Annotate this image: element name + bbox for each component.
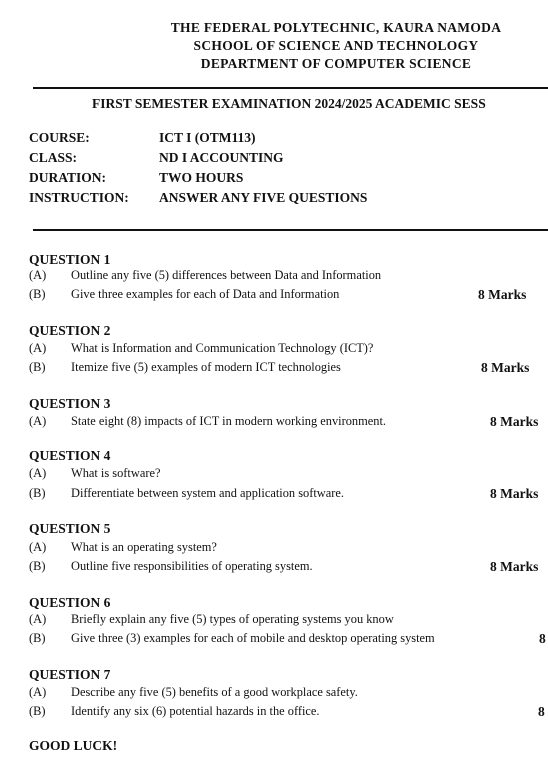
- instruction-label: INSTRUCTION:: [29, 190, 129, 205]
- question-2-marks: 8 Marks: [481, 360, 530, 375]
- duration-row: [29, 170, 243, 186]
- instruction-row: [29, 190, 367, 206]
- institution-name: THE FEDERAL POLYTECHNIC, KAURA NAMODA: [170, 20, 502, 35]
- question-6-item-a: (A) Briefly explain any five (5) types of operating systems you know: [29, 612, 394, 626]
- question-2-title: QUESTION 2: [29, 323, 111, 338]
- question-1-marks: 8 Marks: [478, 287, 527, 302]
- course-row: [29, 130, 256, 146]
- question-1-item-a: (A) Outline any five (5) differences between Data and Information: [29, 268, 382, 282]
- course-label: COURSE:: [29, 130, 90, 145]
- question-5-title: QUESTION 5: [29, 521, 111, 536]
- question-2-item-a: (A) What is Information and Communication Technology (ICT)?: [29, 341, 374, 355]
- instruction-value: ANSWER ANY FIVE QUESTIONS: [159, 190, 368, 205]
- question-6-item-b: (B) Give three (3) examples for each of mobile and desktop operating system: [29, 631, 435, 645]
- question-5-item-a: (A) What is an operating system?: [29, 540, 217, 554]
- question-1-title: QUESTION 1: [29, 252, 111, 267]
- header-divider: [33, 87, 548, 89]
- question-3-marks: 8 Marks: [490, 414, 539, 429]
- closing-text: GOOD LUCK!: [29, 738, 118, 753]
- question-5-item-b: (B) Outline five responsibilities of operating system.: [29, 559, 313, 573]
- exam-title: FIRST SEMESTER EXAMINATION 2024/2025 ACADEMIC SESS: [92, 96, 486, 111]
- question-7-item-a: (A) Describe any five (5) benefits of a good workplace safety.: [29, 685, 358, 699]
- duration-label: DURATION:: [29, 170, 106, 185]
- course-value: ICT I (OTM113): [159, 130, 256, 145]
- question-4-title: QUESTION 4: [29, 448, 111, 463]
- question-7-item-b: (B) Identify any six (6) potential hazards in the office.: [29, 704, 320, 718]
- question-4-item-a: (A) What is software?: [29, 466, 161, 480]
- question-6-marks: 8: [539, 631, 546, 646]
- class-label: CLASS:: [29, 150, 78, 165]
- question-4-item-b: (B) Differentiate between system and application software.: [29, 486, 344, 500]
- question-3-item-a: (A) State eight (8) impacts of ICT in modern working environment.: [29, 414, 386, 428]
- question-7-title: QUESTION 7: [29, 667, 111, 682]
- question-6-title: QUESTION 6: [29, 595, 111, 610]
- class-row: [29, 150, 284, 166]
- question-4-marks: 8 Marks: [490, 486, 539, 501]
- question-1-item-b: (B) Give three examples for each of Data and Information: [29, 287, 340, 301]
- question-5-marks: 8 Marks: [490, 559, 539, 574]
- question-2-item-b: (B) Itemize five (5) examples of modern ICT technologies: [29, 360, 341, 374]
- department-name: DEPARTMENT OF COMPUTER SCIENCE: [200, 56, 472, 71]
- duration-value: TWO HOURS: [159, 170, 244, 185]
- class-value: ND I ACCOUNTING: [159, 150, 284, 165]
- question-7-marks: 8: [538, 704, 545, 719]
- question-3-title: QUESTION 3: [29, 396, 111, 411]
- school-name: SCHOOL OF SCIENCE AND TECHNOLOGY: [193, 38, 479, 53]
- info-divider: [33, 229, 548, 231]
